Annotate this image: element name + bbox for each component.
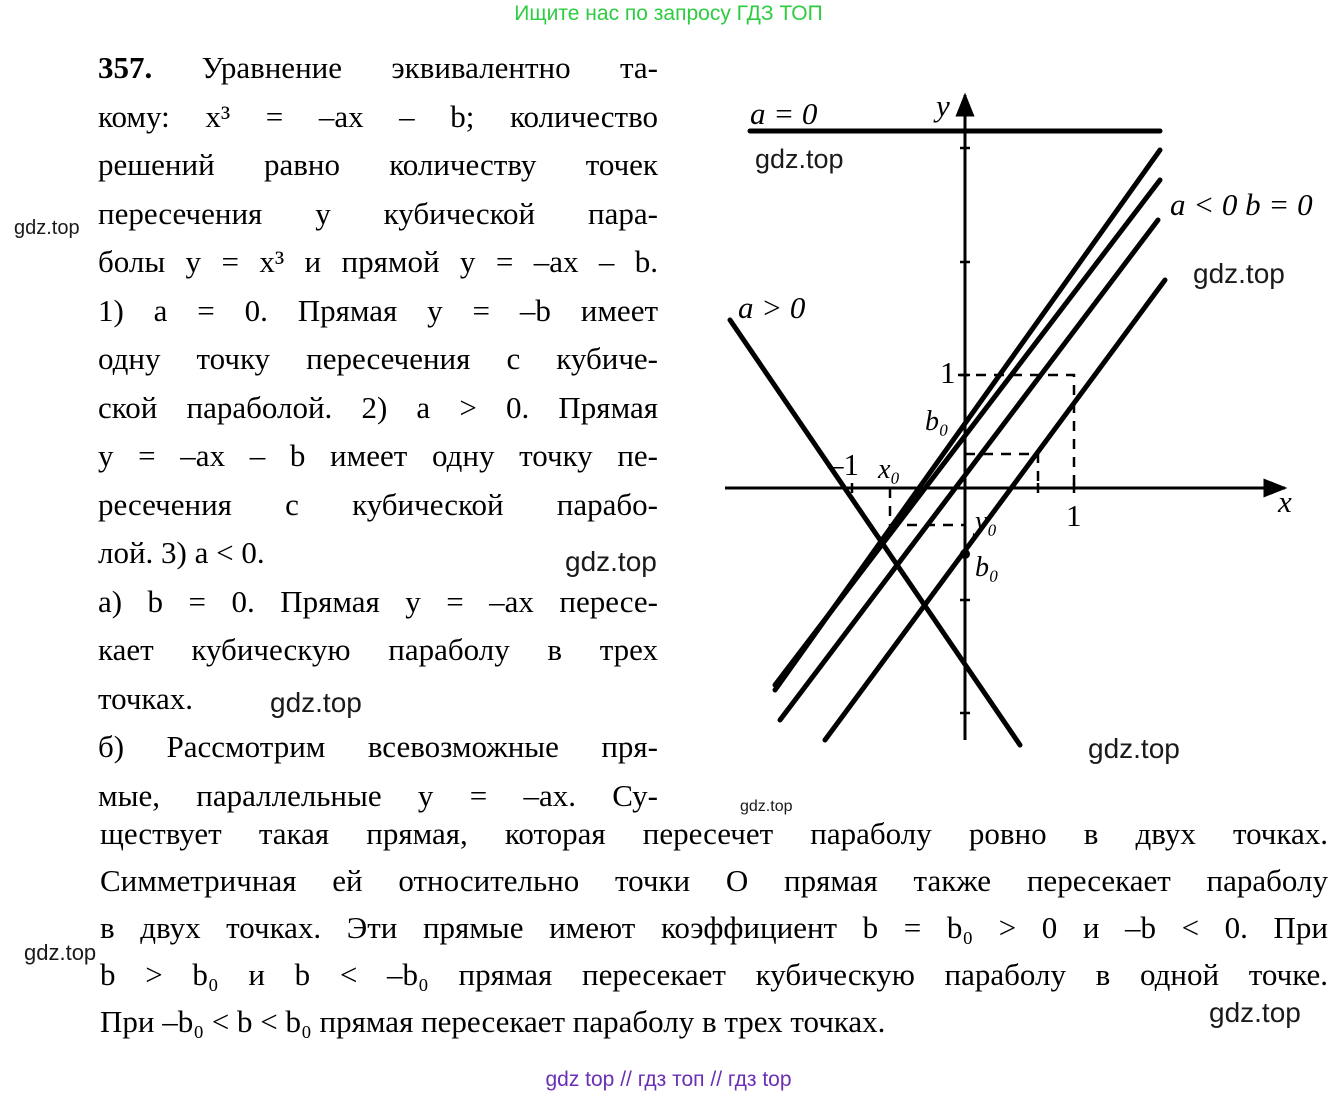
line-9: y = –ax – b имеет одну точку пе- <box>98 438 658 473</box>
line-4: пересечения у кубической пара- <box>98 195 658 231</box>
line-12: а) b = 0. Прямая y = –ax пересе- <box>98 583 658 619</box>
label-a-zero: a = 0 <box>750 96 818 131</box>
line-2: кому: x³ = –ax – b; количество <box>98 98 658 134</box>
top-banner: Ищите нас по запросу ГДЗ ТОП <box>514 2 823 25</box>
line-15: б) Рассмотрим всевозможные пря- <box>98 729 658 764</box>
watermark: gdz.top <box>1193 258 1285 289</box>
point-b0-lower <box>960 549 970 559</box>
watermark: gdz.top <box>755 144 844 174</box>
watermark: gdz.top <box>14 217 80 239</box>
line-parallel-2 <box>775 180 1160 685</box>
label-x0: x₀ <box>878 454 901 485</box>
label-a-positive: a > 0 <box>738 290 806 325</box>
watermark: gdz.top <box>1088 733 1180 764</box>
solution-wide <box>100 810 1328 1045</box>
line-6: 1) a = 0. Прямая y = –b имеет <box>98 292 658 328</box>
line-1-text: Уравнение эквивалентно та- <box>201 50 658 85</box>
label-tick-one-x: 1 <box>1066 498 1082 533</box>
function-graph <box>700 80 1320 760</box>
line-14: точках. <box>98 680 194 716</box>
watermark: gdz.top <box>565 546 657 577</box>
watermark: gdz.top <box>270 687 362 718</box>
label-tick-one-y: 1 <box>940 355 956 390</box>
line-11: лой. 3) a < 0. <box>98 535 265 570</box>
watermark: gdz.top <box>24 940 97 965</box>
label-axis-x: x <box>1278 484 1292 519</box>
wide-line-5: При –b₀ < b < b₀ прямая пересекает параболу в трех точках. <box>100 1004 886 1039</box>
line-7: одну точку пересечения с кубиче- <box>98 341 658 376</box>
solution-column <box>98 44 658 820</box>
watermark: gdz.top <box>740 798 793 815</box>
problem-number: 357. <box>98 50 153 85</box>
label-a-negative: a < 0 b = 0 <box>1170 187 1313 222</box>
wide-line-3: в двух точках. Эти прямые имеют коэффициент b = b₀ > 0 и –b < 0. При <box>100 910 1328 945</box>
wide-line-1: ществует такая прямая, которая пересечет параболу ровно в двух точках. <box>100 816 1328 851</box>
wide-line-4: b > b₀ и b < –b₀ прямая пересекает кубическую параболу в одной точке. <box>100 957 1328 992</box>
bottom-banner: gdz top // гдз топ // гдз top <box>545 1068 792 1091</box>
line-8: ской параболой. 2) a > 0. Прямая <box>98 389 658 425</box>
label-tick-minus-one: –1 <box>828 447 859 482</box>
label-b0-upper: b₀ <box>925 406 949 437</box>
label-b0-lower: b₀ <box>975 552 999 583</box>
watermark: gdz.top <box>1209 997 1301 1028</box>
wide-line-2: Симметричная ей относительно точки O прямая также пересекает параболу <box>100 863 1328 898</box>
line-13: кает кубическую параболу в трех <box>98 632 658 667</box>
label-axis-y: y <box>936 88 950 123</box>
line-10: ресечения с кубической парабо- <box>98 486 658 522</box>
line-16: мые, параллельные y = –ax. Су- <box>98 777 658 813</box>
line-5: болы y = x³ и прямой y = –ax – b. <box>98 244 658 279</box>
label-y0: y₀ <box>975 506 998 537</box>
line-1 <box>98 44 658 93</box>
line-3: решений равно количеству точек <box>98 147 658 182</box>
